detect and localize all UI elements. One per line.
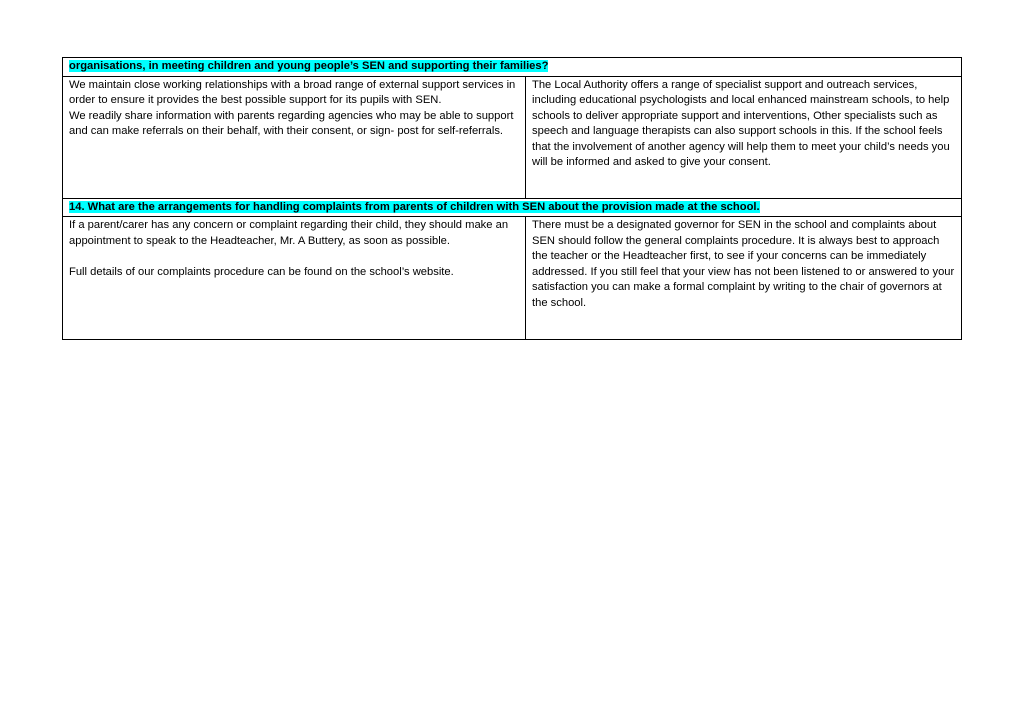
section-14-school-cell xyxy=(63,217,526,340)
section-13-heading-row xyxy=(63,58,962,77)
section-13-heading-cell xyxy=(63,58,962,77)
section-14-school-paragraph-1: If a parent/carer has any concern or complaint regarding their child, they should make an appointment to speak to the Headteacher, Mr. A Buttery, as soon as possible. xyxy=(69,219,509,247)
section-13-heading: organisations, in meeting children and young people’s SEN and supporting their families? xyxy=(69,60,549,72)
section-14-la-cell xyxy=(526,217,962,340)
section-13-la-paragraph: The Local Authority offers a range of specialist support and outreach services, including educational psychologists and local enhanced mainstream schools, to help schools to deliver appropriate support and interventions, Other specialists such as speech and language therapists can also support schools in this. If the school feels that the involvement of another agency will help them to meet your child’s needs you will be informed and asked to give your consent. xyxy=(532,78,950,168)
section-14-school-paragraph-2: Full details of our complaints procedure can be found on the school’s website. xyxy=(69,265,454,278)
section-13-school-paragraph-2: We readily share information with parents regarding agencies who may be able to support and can make referrals on their behalf, with their consent, or sign- post for self-referrals. xyxy=(69,109,514,137)
section-13-body-row xyxy=(63,76,962,198)
section-14-heading-row xyxy=(63,198,962,217)
section-14-la-paragraph: There must be a designated governor for SEN in the school and complaints about SEN should follow the general complaints procedure. It is always best to approach the teacher or the Headteacher first, to see if your concerns can be immediately addressed. If you still feel that your view has not been listened to or answered to your satisfaction you can make a formal complaint by writing to the chair of governors at the school. xyxy=(532,219,955,309)
section-13-school-cell xyxy=(63,76,526,198)
section-14-heading-cell xyxy=(63,198,962,217)
section-13-la-cell xyxy=(526,76,962,198)
section-14-heading: 14. What are the arrangements for handling complaints from parents of children with SEN about the provision made at the school. xyxy=(69,200,760,213)
paragraph-spacer xyxy=(69,249,519,265)
section-14-body-row xyxy=(63,217,962,340)
sen-information-table xyxy=(62,57,962,340)
section-13-school-paragraph-1: We maintain close working relationships with a broad range of external support services in order to ensure it provides the best possible support for its pupils with SEN. xyxy=(69,78,516,106)
